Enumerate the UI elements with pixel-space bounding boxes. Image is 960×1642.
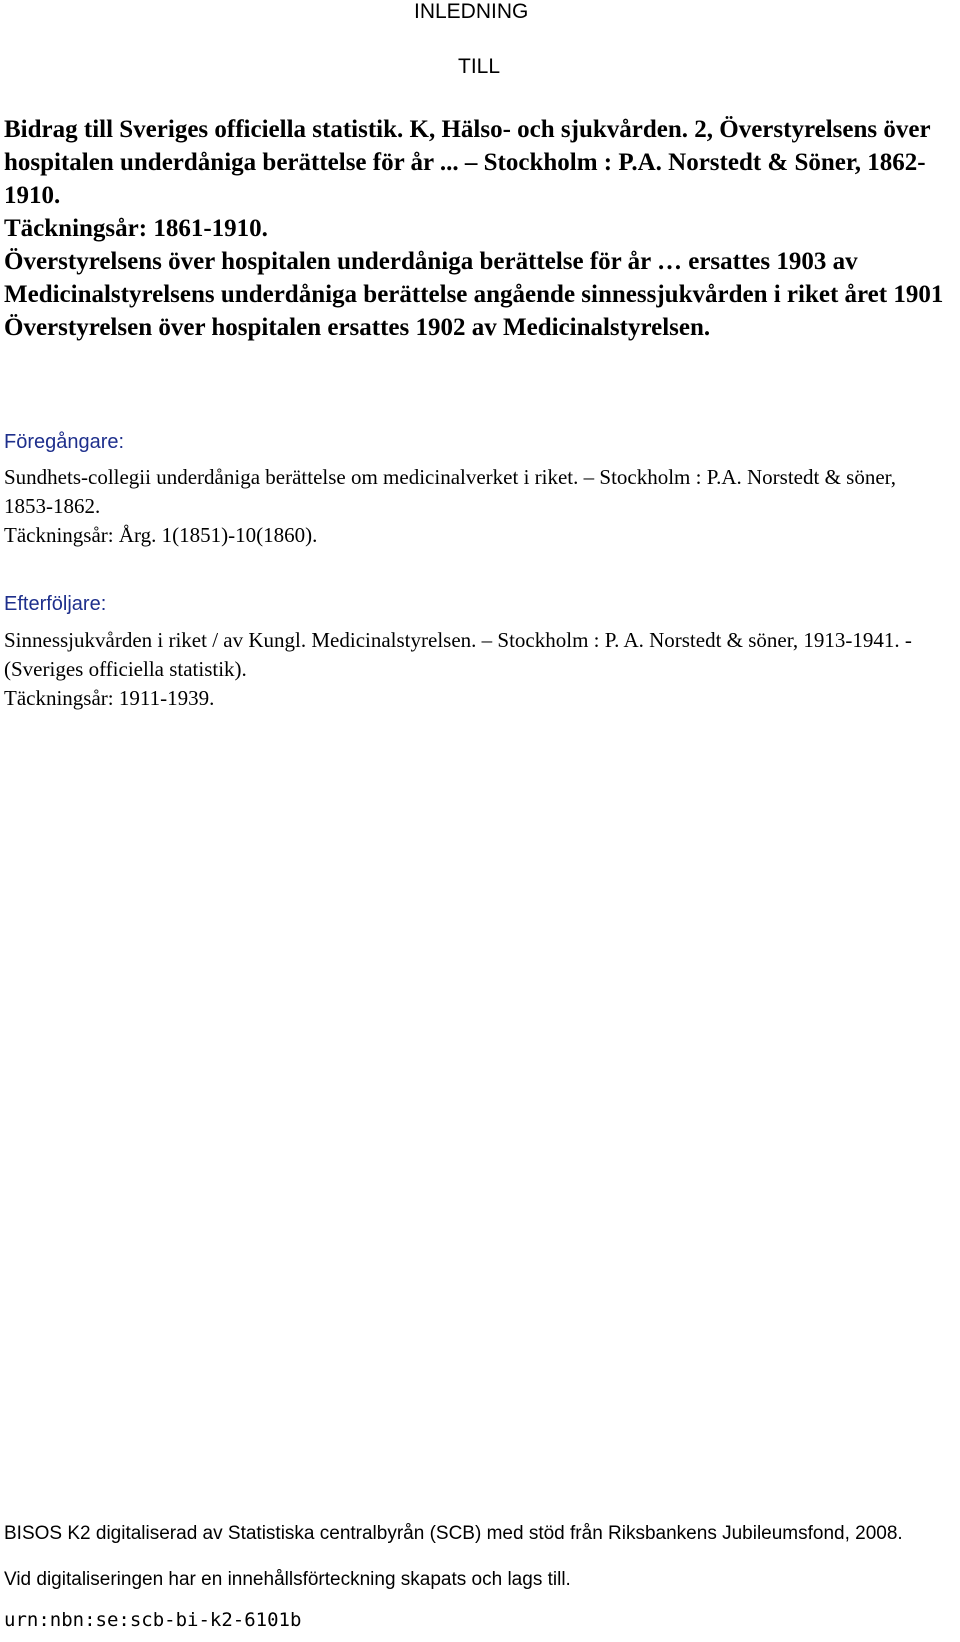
footer-line-2: Vid digitaliseringen har en innehållsförteckning skapats och lags till.	[4, 1569, 571, 1590]
header-title: INLEDNING	[414, 0, 529, 23]
predecessor-entry	[4, 463, 949, 550]
successor-entry	[4, 626, 949, 713]
successor-coverage: Täckningsår: 1911-1939.	[4, 686, 215, 710]
footer-toc-note	[4, 1568, 949, 1591]
predecessor-coverage: Täckningsår: Årg. 1(1851)-10(1860).	[4, 523, 318, 547]
main-description	[4, 113, 949, 344]
predecessor-text: Sundhets-collegii underdåniga berättelse om medicinalverket i riket. – Stockholm : P.A. Norstedt & söner, 1853-1862.	[4, 465, 897, 518]
successor-text: Sinnessjukvården i riket / av Kungl. Medicinalstyrelsen. – Stockholm : P. A. Norstedt & söner, 1913-1941. - (Sveriges officiella statistik).	[4, 628, 912, 681]
successor-label: Efterföljare:	[4, 593, 107, 615]
series-title: Bidrag till Sveriges officiella statistik. K, Hälso- och sjukvården. 2, Överstyrelsens över hospitalen underdåniga berättelse för år ... – Stockholm : P.A. Norstedt & Söner, 1862-1910.	[4, 116, 931, 209]
series-coverage: Täckningsår: 1861-1910.	[4, 215, 268, 242]
header-subtitle: TILL	[458, 55, 501, 78]
authority-note: Överstyrelsen över hospitalen ersattes 1902 av Medicinalstyrelsen.	[4, 314, 711, 341]
urn-identifier: urn:nbn:se:scb-bi-k2-6101b	[4, 1609, 302, 1631]
footer-line-1: BISOS K2 digitaliserad av Statistiska centralbyrån (SCB) med stöd från Riksbankens Jubileumsfond, 2008.	[4, 1523, 903, 1544]
footer-digitization-note	[4, 1522, 949, 1545]
predecessor-label: Föregångare:	[4, 431, 125, 453]
replacement-note: Överstyrelsens över hospitalen underdåniga berättelse för år … ersattes 1903 av Medicinalstyrelsens underdåniga berättelse angående sinnessjukvården i riket året 1901	[4, 248, 944, 308]
